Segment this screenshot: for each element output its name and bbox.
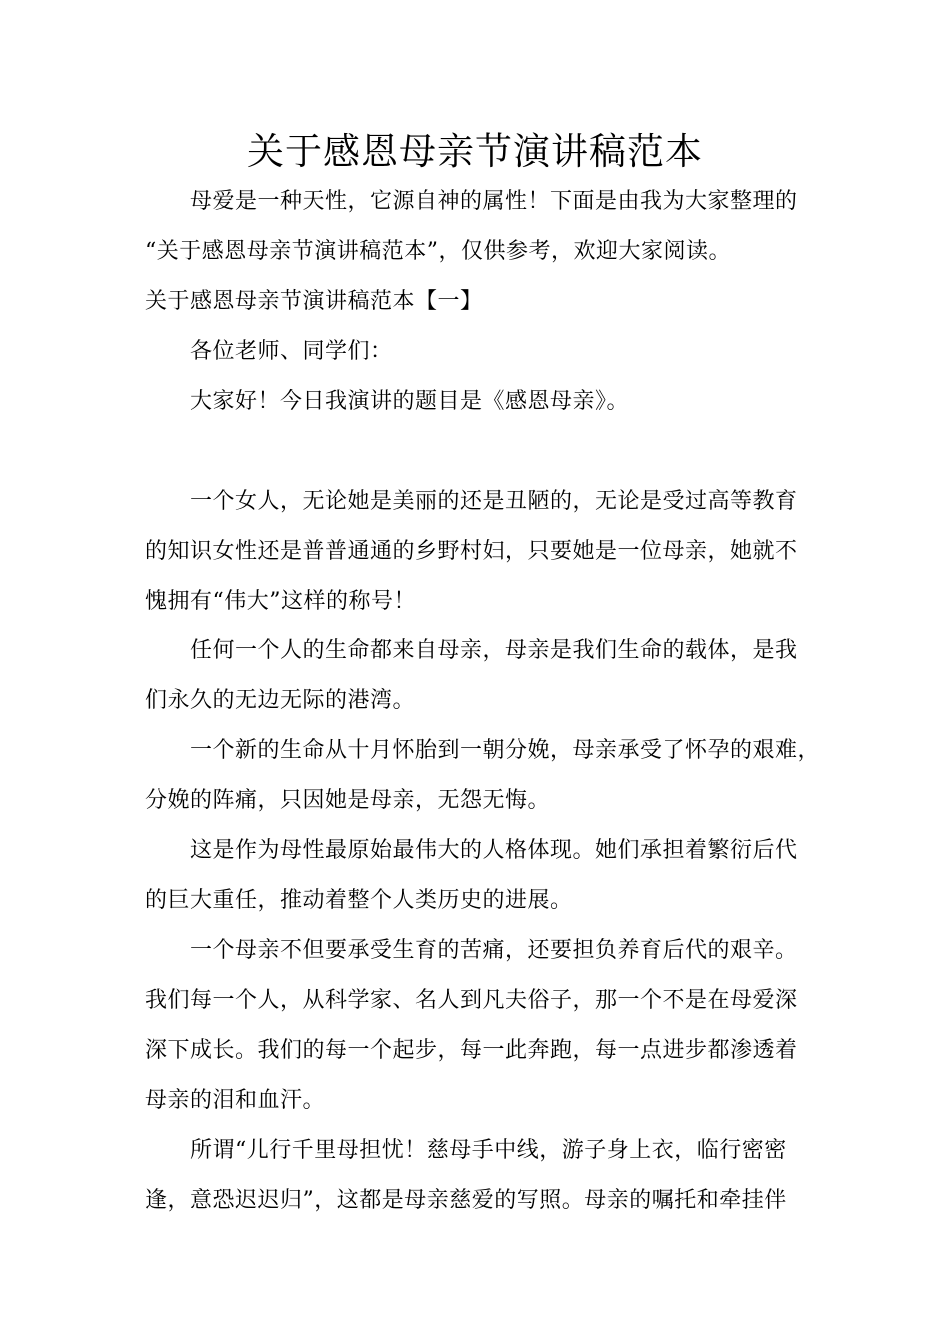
- paragraph-line: “关于感恩母亲节演讲稿范本”，仅供参考，欢迎大家阅读。: [145, 239, 731, 264]
- paragraph-line: 愧拥有“伟大”这样的称号！: [145, 589, 416, 614]
- paragraph-line: 这是作为母性最原始最伟大的人格体现。她们承担着繁衍后代: [190, 838, 798, 863]
- paragraph-line: 一个新的生命从十月怀胎到一朝分娩，母亲承受了怀孕的艰难，: [190, 738, 821, 763]
- paragraph-line: 们永久的无边无际的港湾。: [145, 688, 416, 713]
- salutation: 各位老师、同学们：: [190, 339, 393, 364]
- paragraph-line: 大家好！今日我演讲的题目是《感恩母亲》。: [190, 389, 630, 414]
- paragraph-line: 深下成长。我们的每一个起步，每一此奔跑，每一点进步都渗透着: [145, 1038, 798, 1063]
- section-heading: 关于感恩母亲节演讲稿范本【一】: [145, 289, 483, 314]
- paragraph-line: 一个女人，无论她是美丽的还是丑陋的，无论是受过高等教育: [190, 489, 798, 514]
- paragraph-line: 母爱是一种天性，它源自神的属性！下面是由我为大家整理的: [190, 189, 798, 214]
- paragraph-line: 逢，意恐迟迟归”，这都是母亲慈爱的写照。母亲的嘱托和牵挂伴: [145, 1188, 787, 1213]
- paragraph-line: 一个母亲不但要承受生育的苦痛，还要担负养育后代的艰辛。: [190, 938, 798, 963]
- paragraph-line: 母亲的泪和血汗。: [145, 1088, 326, 1113]
- paragraph-line: 分娩的阵痛，只因她是母亲，无怨无悔。: [145, 788, 551, 813]
- paragraph-line: 的知识女性还是普普通通的乡野村妇，只要她是一位母亲，她就不: [145, 539, 798, 564]
- paragraph-line: 我们每一个人，从科学家、名人到凡夫俗子，那一个不是在母爱深: [145, 988, 798, 1013]
- paragraph-line: 所谓“儿行千里母担忧！慈母手中线，游子身上衣，临行密密: [190, 1138, 787, 1163]
- paragraph-line: 任何一个人的生命都来自母亲，母亲是我们生命的载体，是我: [190, 638, 798, 663]
- document-title: 关于感恩母亲节演讲稿范本: [247, 130, 703, 173]
- paragraph-line: 的巨大重任，推动着整个人类历史的进展。: [145, 888, 573, 913]
